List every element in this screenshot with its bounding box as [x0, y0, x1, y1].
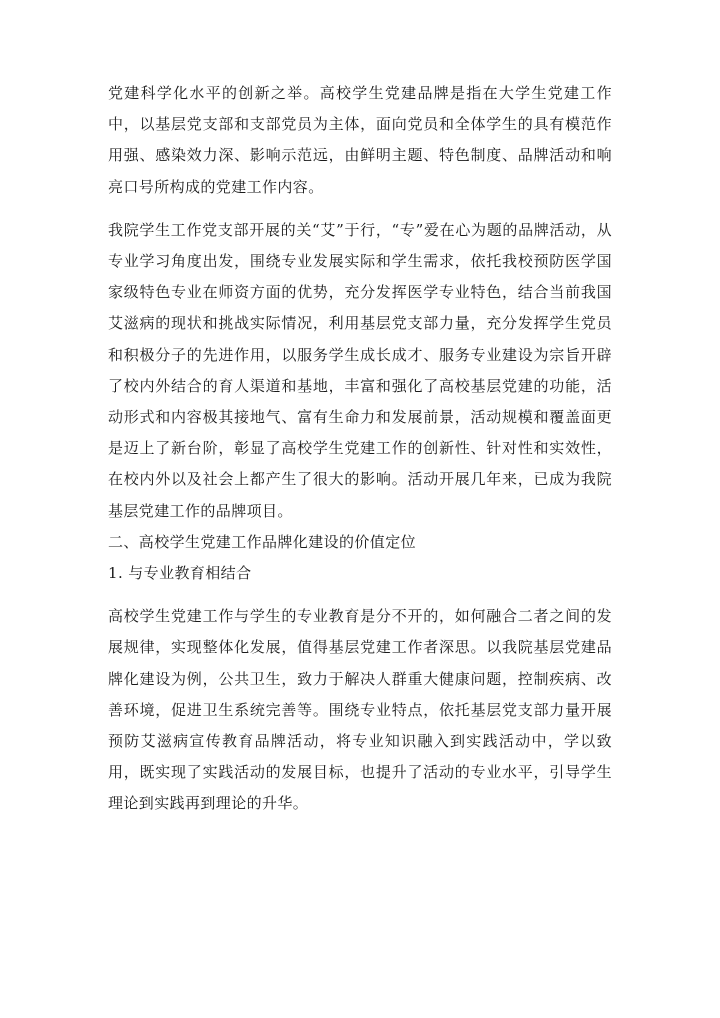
- body-paragraph-1: 党建科学化水平的创新之举。高校学生党建品牌是指在大学生党建工作中，以基层党支部和支部党员为主体，面向党员和全体学生的具有模范作用强、感染效力深、影响示范远，由鲜明主题、特色制度、品牌活动和响亮口号所构成的党建工作内容。: [108, 84, 612, 196]
- section-heading: 二、高校学生党建工作品牌化建设的价值定位: [108, 532, 417, 551]
- subsection-heading: 1. 与专业教育相结合: [108, 564, 252, 583]
- body-paragraph-2: 我院学生工作党支部开展的关“艾”于行，“专”爱在心为题的品牌活动，从专业学习角度出发，围绕专业发展实际和学生需求，依托我校预防医学国家级特色专业在师资方面的优势，充分发挥医学专业特色，结合当前我国艾滋病的现状和挑战实际情况，利用基层党支部力量，充分发挥学生党员和积极分子的先进作用，以服务学生成长成才、服务专业建设为宗旨开辟了校内外结合的育人渠道和基地，丰富和强化了高校基层党建的功能，活动形式和内容极其接地气、富有生命力和发展前景，活动规模和覆盖面更是迈上了新台阶，彰显了高校学生党建工作的创新性、针对性和实效性，在校内外以及社会上都产生了很大的影响。活动开展几年来，已成为我院基层党建工作的品牌项目。: [108, 220, 612, 520]
- body-paragraph-3: 高校学生党建工作与学生的专业教育是分不开的，如何融合二者之间的发展规律，实现整体化发展，值得基层党建工作者深思。以我院基层党建品牌化建设为例，公共卫生，致力于解决人群重大健康问题，控制疾病、改善环境，促进卫生系统完善等。围绕专业特点，依托基层党支部力量开展预防艾滋病宣传教育品牌活动，将专业知识融入到实践活动中，学以致用，既实现了实践活动的发展目标，也提升了活动的专业水平，引导学生理论到实践再到理论的升华。: [108, 607, 612, 813]
- document-page: [108, 78, 612, 820]
